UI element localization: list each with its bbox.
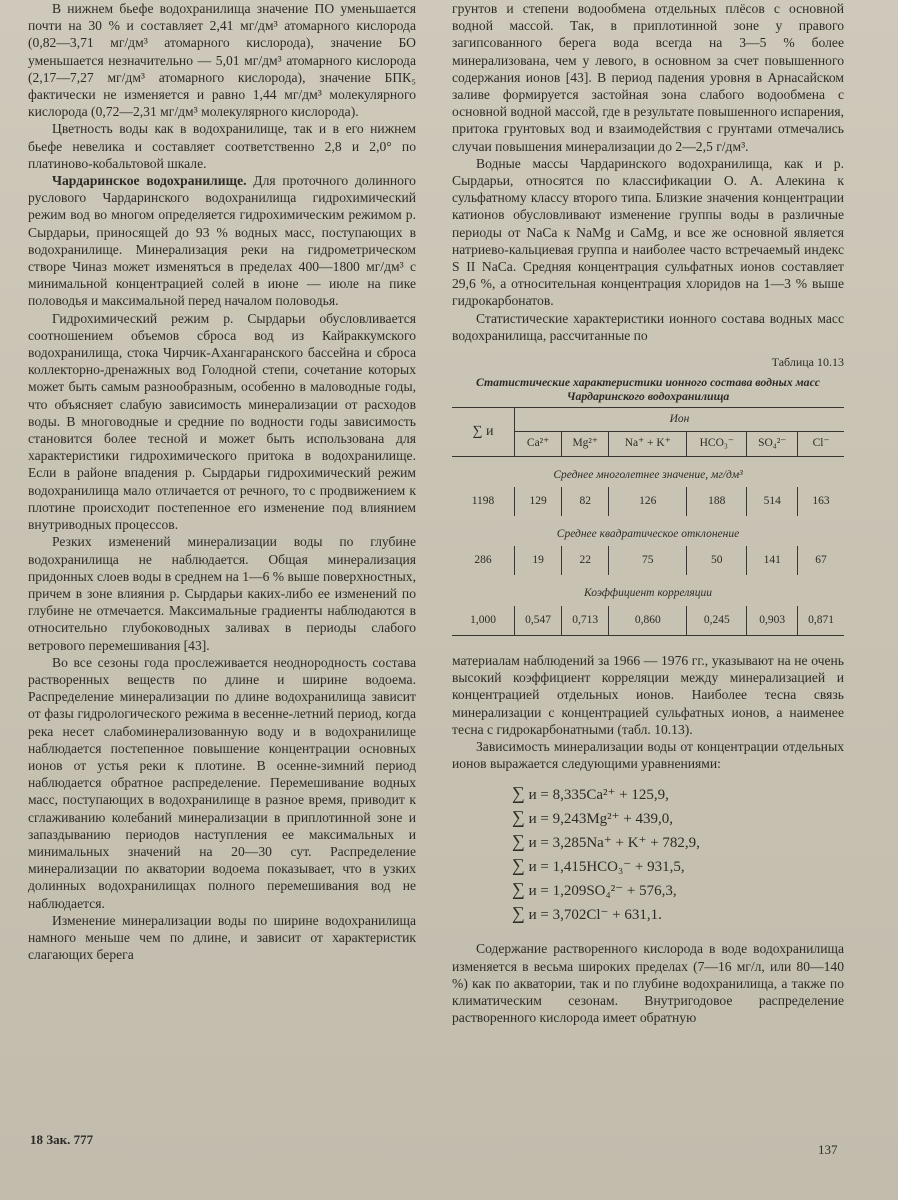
equation-text: и = 3,285Na⁺ + K⁺ + 782,9, — [528, 835, 700, 852]
equation — [452, 782, 844, 806]
equation — [452, 878, 844, 902]
table-cell: 0,871 — [798, 606, 844, 636]
paragraph-chardara — [28, 172, 416, 310]
col-header: Mg²⁺ — [562, 432, 609, 456]
col-header: Ca²⁺ — [515, 432, 562, 456]
section-heading: Чардаринское водохранилище. — [52, 173, 247, 189]
signature-marker: 18 Зак. 777 — [30, 1132, 94, 1147]
paragraph: грунтов и степени водообмена отдельных плёсов с основной водной массой. Так, в приплотинной зоне у правого загипсованного берега вода всегда на 3—5 % более минерализована, чем у левого, в основном за счет повышенного содержания ионов [43]. В период падения уровня в Арнасайском заливе формируется застойная зона слабого водообмена с основной водной массой, где в результате повышенного испарения, притока грунтовых вод и взаимодействия с грунтами отмечались случаи повышения минерализации до 2—2,5 г/дм³. — [452, 1, 844, 154]
table-cell: 75 — [609, 546, 687, 575]
right-column — [452, 0, 844, 1026]
paragraph: В нижнем бьефе водохранилища значение ПО уменьшается почти на 30 % и составляет 2,41 мг/дм³ атомарного кислорода (0,82—3,71 мг/дм³ атомарного кислорода), значение БО уменьшается незначительно — 5,01 мг/дм³ атомарного кислорода (2,17—7,27 мг/дм³ атомарного кислорода), значение БПК₅ фактически не изменяется и равно 1,44 мг/дм³ молекулярного кислорода (0,72—2,31 мг/дм³ молекулярного кислорода). — [28, 1, 416, 120]
equation — [452, 806, 844, 830]
paragraph: Во все сезоны года прослеживается неоднородность состава растворенных веществ по длине и ширине водоема. Распределение минерализации по длине водохранилища зависит от фазы гидрологического режима в весенне-летний период, когда река несет слабоминерализованную воду и в водохранилище наблюдается постепенное повышение концентрации основных ионов от устья реки к плотине. В осенне-зимний период наблюдается обратное распределение. Перемешивание водных масс, поступающих в водохранилище в разное время, приводит к сглаживанию колебаний минерализации в приплотинной зоне и запаздыванию периодов наступления ее максимальных и минимальных значений на 20—30 сут. Распределение минерализации по акватории водоема показывает, что в узких долинных водохранилищах полного перемешивания вод не наблюдается. — [28, 654, 416, 911]
table-10-13 — [452, 354, 844, 636]
equation-text: и = 1,415HCO₃⁻ + 931,5, — [528, 859, 685, 876]
section-label: Среднее многолетнее значение, мг/дм³ — [553, 468, 743, 481]
col-header: Na⁺ + K⁺ — [609, 432, 687, 456]
ion-header: Ион — [515, 408, 845, 432]
table-cell: 1198 — [471, 494, 495, 507]
paragraph: материалам наблюдений за 1966 — 1976 гг., указывают на не очень высокий коэффициент корреляции между минерализацией и концентрацией отдельных ионов. Наиболее тесна связь минерализации с концентрацией сульфатных ионов, а наименее тесна с гидрокарбонатными (табл. 10.13). — [452, 652, 844, 737]
paragraph: Водные массы Чардаринского водохранилища, как и р. Сырдарьи, относятся по классификации О. А. Алекина к сульфатному классу второго типа. Близкие значения концентрации катионов обусловливают изменение группы воды в различные периоды от NaCa к NaMg и CaMg, и все же основной является натриево-кальциевая группа и наиболее часто встречаемый индекс S II NaCa. Средняя концентрация сульфатных ионов составляет 29,6 %, а относительная концентрация хлоридов на 1—3 % выше гидрокарбонатов. — [452, 155, 844, 309]
equation — [452, 830, 844, 854]
sum-header: ∑ и — [452, 408, 515, 456]
section-label: Среднее квадратическое отклонение — [556, 528, 740, 541]
table-cell: 1,000 — [452, 606, 515, 636]
table-title: Статистические характеристики ионного состава водных масс Чардаринского водохранилища — [475, 375, 821, 404]
paragraph: Изменение минерализации воды по ширине водохранилища намного меньше чем по длине, и зависит от характеристик слагающих берега — [28, 912, 416, 963]
table-cell: 19 — [515, 546, 562, 575]
paragraph: Гидрохимический режим р. Сырдарьи обусловливается соотношением объемов сброса вод из Кайраккумского водохранилища, стока Чирчик-Ахангаранского бассейна и сброса коллекторно-дренажных вод Голодной степи, сочетание которых может быть самым разнообразным, особенно в маловодные годы, что объясняет слабую зависимость минерализации от расходов воды. В многоводные и средние по водности годы зависимость становится более тесной и может быть использована для характеристики гидрохимического притока в водохранилище. Если в районе впадения р. Сырдарьи гидрохимический режим водохранилища мало отличается от речного, то с продвижением к плотине происходит постепенное его изменение под влиянием внутриводных процессов. — [28, 310, 416, 533]
table-cell: 188 — [687, 487, 747, 516]
section-label: Коэффициент корреляции — [584, 587, 712, 600]
sigma-symbol: ∑ — [512, 903, 525, 924]
table-cell: 514 — [747, 487, 798, 516]
paragraph: Цветность воды как в водохранилище, так и в его нижнем бьефе невелика и составляет соответственно 2,8 и 2,0° по платиново-кобальтовой шкале. — [28, 121, 416, 171]
stat-table — [452, 407, 844, 636]
sigma-symbol: ∑ — [512, 807, 525, 828]
table-cell: 286 — [474, 554, 492, 567]
equation-text: и = 9,243Mg²⁺ + 439,0, — [528, 811, 674, 828]
paragraph-text: Для проточного долинного руслового Чардаринского водохранилища гидрохимический режим вод во многом определяется гидрохимическим режимом р. Сырдарьи, приносящей до 93 % водных масс, поступающих в водохранилище. Минерализация реки на гидрометрическом створе Чиназ может изменяться в пределах 400—1800 мг/дм³ с минимальной концентрацией солей в июне — июле на пике половодья и максимальной перед началом половодья. — [28, 173, 416, 309]
table-cell: 0,860 — [609, 606, 687, 636]
table-cell: 82 — [562, 487, 609, 516]
table-cell: 126 — [609, 487, 687, 516]
equation — [452, 854, 844, 878]
paragraph: Резких изменений минерализации воды по глубине водохранилища не наблюдается. Общая минерализация придонных слоев воды в среднем на 1—6 % выше поверхностных, причем в зоне влияния р. Сырдарьи каких-либо ее изменений по глубине не отмечается. Максимальные градиенты наблюдаются в относительно глубоководных заливах в периоды слабого ветрового перемешивания [43]. — [28, 534, 416, 653]
paragraph: Содержание растворенного кислорода в воде водохранилища изменяется в весьма широких пределах (7—16 мг/л, или 80—140 %) как по акватории, так и по глубине водохранилища, а также по климатическим сезонам. Внутригодовое распределение растворенного кислорода имеет обратную — [452, 941, 844, 1026]
equation — [452, 902, 844, 926]
col-header: HCO₃⁻ — [687, 432, 747, 456]
table-cell: 129 — [515, 487, 562, 516]
table-cell: 50 — [687, 546, 747, 575]
table-cell: 0,903 — [747, 606, 798, 636]
paragraph: Зависимость минерализации воды от концентрации отдельных ионов выражается следующими уравнениями: — [452, 738, 844, 772]
table-cell: 0,713 — [562, 606, 609, 636]
sigma-symbol: ∑ — [512, 831, 525, 852]
table-cell: 67 — [798, 546, 844, 575]
paragraph: Статистические характеристики ионного состава водных масс водохранилища, рассчитанные по — [452, 310, 844, 343]
sigma-symbol: ∑ — [512, 783, 525, 804]
table-cell: 22 — [562, 546, 609, 575]
table-cell: 0,547 — [515, 606, 562, 636]
left-column — [28, 0, 416, 963]
equation-text: и = 8,335Ca²⁺ + 125,9, — [528, 787, 669, 804]
equations — [452, 782, 844, 926]
page-number: 137 — [818, 1142, 838, 1157]
col-header: Cl⁻ — [798, 432, 844, 456]
col-header: SO₄²⁻ — [747, 432, 798, 456]
sigma-symbol: ∑ — [512, 855, 525, 876]
sigma-symbol: ∑ — [512, 879, 525, 900]
table-cell: 163 — [798, 487, 844, 516]
table-number: Таблица 10.13 — [771, 355, 844, 370]
equation-text: и = 1,209SO₄²⁻ + 576,3, — [528, 883, 677, 900]
table-cell: 141 — [747, 546, 798, 575]
table-cell: 0,245 — [687, 606, 747, 636]
equation-text: и = 3,702Cl⁻ + 631,1. — [528, 907, 662, 924]
